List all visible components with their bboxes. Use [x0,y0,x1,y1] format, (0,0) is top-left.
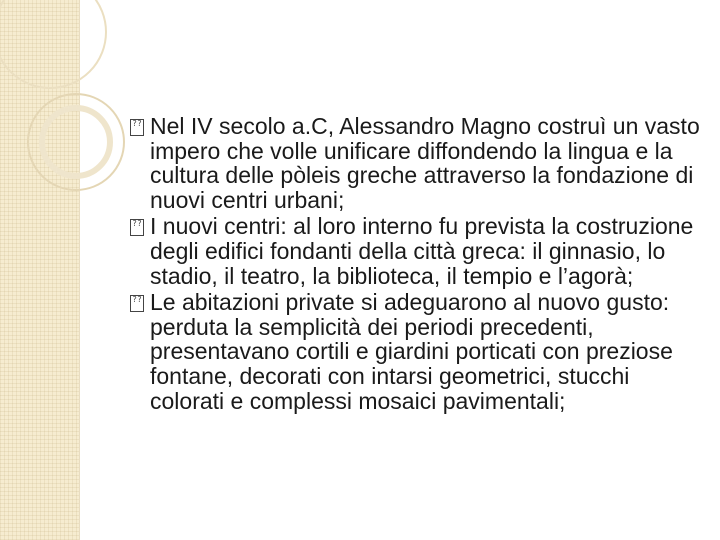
decorative-circle-large [0,0,106,88]
bullet-item [130,114,700,212]
slide-content [130,114,700,415]
bullet-item [130,290,700,413]
bullet-text: I nuovi centri: al loro interno fu prevista la costruzione degli edifici fondanti della città greca: il ginnasio, lo stadio, il teatro, la biblioteca, il tempio e l’agorà; [150,213,694,289]
bullet-text: Le abitazioni private si adeguarono al nuovo gusto: perduta la semplicità dei periodi precedenti, presentavano cortili e giardini porticati con preziose fontane, decorati con intarsi geometrici, stucchi colorati e complessi mosaici pavimentali; [150,289,673,414]
bullet-item [130,214,700,288]
decorative-circle-inner [42,108,110,176]
bullet-text: Nel IV secolo a.C, Alessandro Magno costruì un vasto impero che volle unificare diffondendo la lingua e la cultura delle pòleis greche attraverso la fondazione di nuovi centri urbani; [150,113,700,213]
missing-glyph-bullet-icon: ?? [130,219,144,236]
missing-glyph-bullet-icon: ?? [130,119,144,136]
missing-glyph-bullet-icon: ?? [130,295,144,312]
